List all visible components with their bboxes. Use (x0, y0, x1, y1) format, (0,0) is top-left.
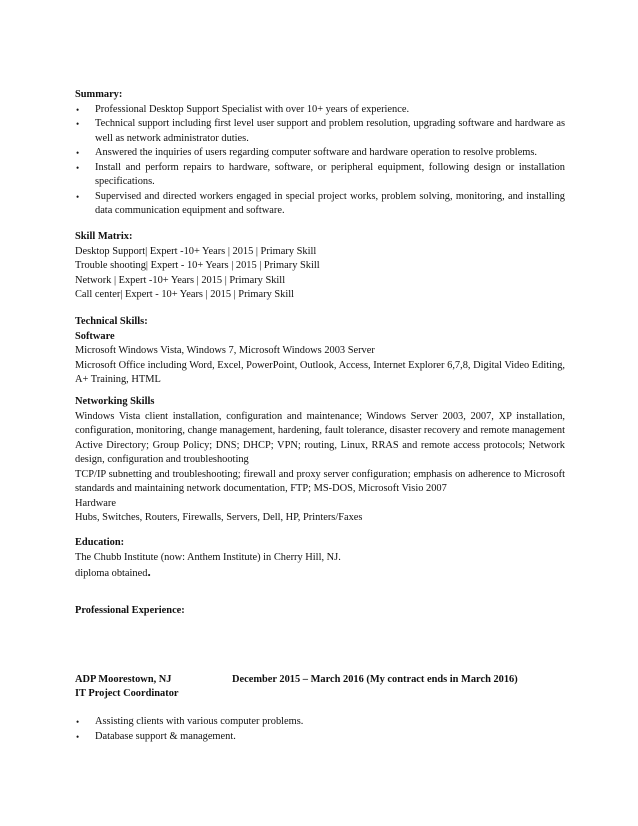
bullet-icon: • (76, 717, 80, 727)
education-period: . (147, 564, 151, 579)
summary-heading: Summary: (75, 89, 123, 100)
summary-item-text: Answered the inquiries of users regarding computer software and hardware operation to resolve problems. (95, 147, 538, 158)
technical-skills-heading: Technical Skills: (75, 316, 148, 327)
summary-item-text: Supervised and directed workers engaged in special project works, problem solving, monitoring, and installing data communication equipment and software. (95, 190, 565, 216)
education-heading: Education: (75, 537, 125, 548)
summary-item-text: Technical support including first level user support and problem resolution, upgrading software and hardware as well as network administrator duties. (95, 118, 565, 144)
education-line-text: diploma obtained (75, 568, 148, 579)
summary-item (75, 190, 565, 219)
job-company: ADP Moorestown, NJ (75, 674, 172, 685)
job-title: IT Project Coordinator (75, 688, 179, 699)
job-dates: December 2015 – March 2016 (My contract ends in March 2016) (232, 674, 518, 685)
skill-matrix-row: Trouble shooting| Expert - 10+ Years | 2015 | Primary Skill (75, 260, 320, 271)
skill-matrix-row: Network | Expert -10+ Years | 2015 | Primary Skill (75, 274, 286, 286)
software-heading: Software (75, 330, 115, 342)
education-line: The Chubb Institute (now: Anthem Institute) in Cherry Hill, NJ. (75, 551, 341, 563)
summary-section (75, 88, 565, 219)
summary-item (75, 117, 565, 146)
bullet-icon: • (76, 731, 80, 742)
bullet-icon: • (76, 162, 80, 173)
job-duty-item (75, 715, 565, 730)
experience-heading: Professional Experience: (75, 605, 185, 616)
job-duty-item (75, 730, 565, 745)
education-line (75, 565, 565, 582)
bullet-icon: • (76, 104, 80, 115)
bullet-icon: • (76, 148, 80, 158)
bullet-icon: • (76, 119, 80, 129)
summary-item (75, 103, 565, 118)
hardware-heading: Hardware (75, 497, 116, 509)
job-duties (75, 715, 565, 744)
summary-item-text: Install and perform repairs to hardware, software, or peripheral equipment, following design or installation specifications. (95, 161, 565, 187)
summary-list (75, 103, 565, 219)
software-line: Microsoft Office including Word, Excel, PowerPoint, Outlook, Access, Internet Explorer 6,7,8, Digital Video Editing, A+ Training, HTML (75, 359, 565, 385)
education-section (75, 536, 565, 582)
technical-skills-section (75, 315, 565, 388)
job-duty-text: Assisting clients with various computer problems. (95, 716, 304, 727)
software-line: Microsoft Windows Vista, Windows 7, Microsoft Windows 2003 Server (75, 345, 375, 356)
networking-skills-heading: Networking Skills (75, 396, 155, 407)
networking-paragraph: Windows Vista client installation, configuration and maintenance; Windows Server 2003, 2007, XP installation, configuration, monitoring, change management, hardening, fault tolerance, disaster recovery and remote management Active Directory; Group Policy; DNS; DHCP; VPN; routing, Linux, RRAS and remote access protocols; Network design, configuration and troubleshooting (75, 410, 565, 465)
summary-item (75, 161, 565, 190)
networking-paragraph: TCP/IP subnetting and troubleshooting; firewall and proxy server configuration; emphasis on adherence to Microsoft standards and maintaining network documentation, FTP; MS-DOS, Microsoft Visio 2007 (75, 468, 565, 494)
bullet-icon: • (76, 191, 80, 202)
job-duties-list (75, 715, 565, 744)
hardware-line: Hubs, Switches, Routers, Firewalls, Servers, Dell, HP, Printers/Faxes (75, 512, 363, 523)
summary-item (75, 146, 565, 161)
skill-matrix-row: Desktop Support| Expert -10+ Years | 2015 | Primary Skill (75, 245, 317, 257)
job-duty-text: Database support & management. (95, 730, 236, 742)
skill-matrix-heading: Skill Matrix: (75, 231, 133, 242)
summary-item-text: Professional Desktop Support Specialist with over 10+ years of experience. (95, 103, 410, 115)
skill-matrix-row: Call center| Expert - 10+ Years | 2015 | Primary Skill (75, 289, 295, 300)
networking-skills-section (75, 395, 565, 526)
skill-matrix-section (75, 230, 565, 303)
